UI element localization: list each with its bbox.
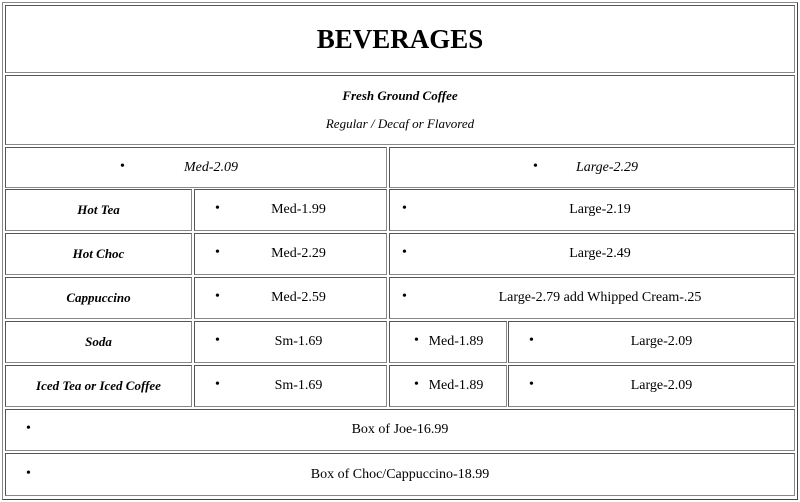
item-name: Hot Choc [72,246,125,261]
bullet-icon: • [26,421,31,437]
price-cell [194,189,387,231]
price: Large-2.09 [630,334,693,349]
bullet-icon: • [529,377,534,393]
price: Large-2.79 add Whipped Cream-.25 [498,290,702,305]
bullet-icon: • [402,201,407,217]
price: Med-1.89 [428,378,484,393]
bullet-icon: • [215,289,220,305]
item-name-cell [5,365,192,407]
item-name: Cappuccino [66,290,131,305]
price-cell [389,365,507,407]
coffee-large-cell [389,147,795,188]
bullet-icon: • [414,333,419,349]
item-name-cell [5,233,192,275]
item-name-cell [5,321,192,363]
bullet-icon: • [215,333,220,349]
price: Med-2.29 [271,246,326,261]
bullet-icon: • [215,245,220,261]
bullet-icon: • [533,158,538,174]
box-cell [5,409,795,451]
price-cell [389,277,795,319]
item-name: Iced Tea or Iced Coffee [36,378,161,393]
coffee-large-price: Large-2.29 [575,159,639,175]
price-cell [194,233,387,275]
bullet-icon: • [529,333,534,349]
box-cell [5,453,795,496]
price-cell [194,321,387,363]
item-name-cell [5,277,192,319]
page-title: BEVERAGES [316,23,484,54]
bullet-icon: • [414,377,419,393]
box-of-joe-price: Box of Joe-16.99 [351,422,449,437]
price-cell [508,321,795,363]
coffee-med-price: Med-2.09 [183,159,239,175]
price-cell [194,365,387,407]
bullet-icon: • [402,245,407,261]
item-name: Hot Tea [77,202,120,217]
price-cell [389,321,507,363]
price-cell [508,365,795,407]
bullet-icon: • [215,201,220,217]
bullet-icon: • [120,158,125,174]
price: Sm-1.69 [274,334,323,349]
price: Sm-1.69 [274,378,323,393]
price: Med-2.59 [271,290,326,305]
price-cell [389,189,795,231]
price-cell [389,233,795,275]
price: Med-1.89 [428,334,484,349]
item-name: Soda [85,334,112,349]
bullet-icon: • [402,289,407,305]
price-cell [194,277,387,319]
price: Large-2.09 [630,378,693,393]
coffee-heading: Fresh Ground Coffee [342,88,458,103]
coffee-cell [5,75,795,145]
item-name-cell [5,189,192,231]
bullet-icon: • [26,465,31,481]
coffee-subheading: Regular / Decaf or Flavored [325,116,475,131]
price: Large-2.19 [569,202,631,217]
price: Large-2.49 [569,246,631,261]
coffee-med-cell [5,147,387,188]
title-cell [5,5,795,73]
bullet-icon: • [215,377,220,393]
box-of-choc-price: Box of Choc/Cappuccino-18.99 [310,466,490,482]
price: Med-1.99 [271,202,326,217]
